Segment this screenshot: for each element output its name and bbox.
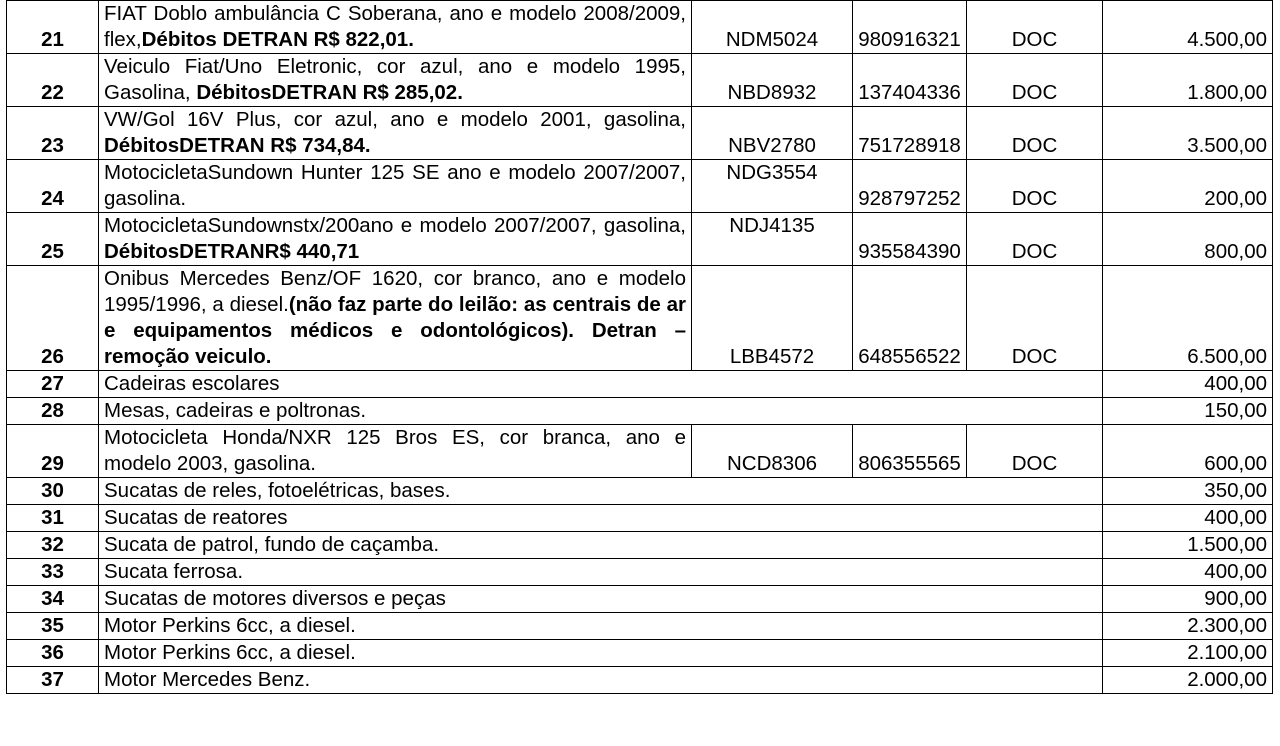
- lot-description-bold-note: DébitosDETRAN R$ 285,02.: [196, 81, 463, 104]
- lot-description-text: Sucatas de reles, fotoelétricas, bases.: [104, 479, 451, 502]
- lot-description: [99, 107, 692, 160]
- document-status: DOC: [967, 54, 1103, 107]
- lot-description: [99, 1, 692, 54]
- lot-description: [99, 586, 1103, 613]
- lot-description-text: VW/Gol 16V Plus, cor azul, ano e modelo 2001, gasolina,: [104, 108, 686, 131]
- table-row: [7, 613, 1273, 640]
- document-status: DOC: [967, 107, 1103, 160]
- lot-number: 30: [7, 478, 99, 505]
- lot-description: [99, 505, 1103, 532]
- table-row: [7, 398, 1273, 425]
- lot-description-text: MotocicletaSundown Hunter 125 SE ano e modelo 2007/2007, gasolina.: [104, 161, 686, 210]
- vehicle-plate: NBD8932: [692, 54, 853, 107]
- lot-description: [99, 478, 1103, 505]
- lot-description-text: FIAT Doblo ambulância C Soberana, ano e modelo 2008/2009, flex,: [104, 2, 686, 51]
- table-row: [7, 667, 1273, 694]
- lot-number: 36: [7, 640, 99, 667]
- table-row: [7, 54, 1273, 107]
- lot-description: [99, 640, 1103, 667]
- document-status: DOC: [967, 160, 1103, 213]
- lot-description-bold-note: DébitosDETRAN R$ 734,84.: [104, 134, 371, 157]
- lot-description-text: MotocicletaSundownstx/200ano e modelo 2007/2007, gasolina,: [104, 214, 686, 237]
- lot-number: 21: [7, 1, 99, 54]
- table-row: [7, 160, 1273, 213]
- table-row: [7, 107, 1273, 160]
- table-row: [7, 425, 1273, 478]
- document-status: DOC: [967, 425, 1103, 478]
- vehicle-plate: NDJ4135: [692, 213, 853, 266]
- vehicle-plate: NBV2780: [692, 107, 853, 160]
- lot-number: 32: [7, 532, 99, 559]
- lot-value: 6.500,00: [1103, 266, 1273, 371]
- vehicle-registry-number: 928797252: [853, 160, 967, 213]
- lot-value: 200,00: [1103, 160, 1273, 213]
- table-row: [7, 371, 1273, 398]
- vehicle-plate: NCD8306: [692, 425, 853, 478]
- table-row: [7, 640, 1273, 667]
- lot-number: 35: [7, 613, 99, 640]
- lot-value: 800,00: [1103, 213, 1273, 266]
- lot-number: 29: [7, 425, 99, 478]
- lot-description-text: Motor Perkins 6cc, a diesel.: [104, 614, 356, 637]
- lot-description-text: Sucata de patrol, fundo de caçamba.: [104, 533, 440, 556]
- lot-description: [99, 667, 1103, 694]
- lot-value: 2.000,00: [1103, 667, 1273, 694]
- lot-value: 400,00: [1103, 559, 1273, 586]
- lot-value: 2.100,00: [1103, 640, 1273, 667]
- table-row: [7, 1, 1273, 54]
- lot-description: [99, 213, 692, 266]
- document-status: DOC: [967, 213, 1103, 266]
- vehicle-plate: LBB4572: [692, 266, 853, 371]
- lot-description: [99, 160, 692, 213]
- vehicle-registry-number: 935584390: [853, 213, 967, 266]
- lot-description: [99, 266, 692, 371]
- vehicle-registry-number: 137404336: [853, 54, 967, 107]
- lot-description-text: Cadeiras escolares: [104, 372, 280, 395]
- lot-description-bold-note: (não faz parte do leilão: as centrais de ar e equipamentos médicos e odontológicos). Detran – remoção veiculo.: [104, 293, 686, 368]
- lot-description-text: Motocicleta Honda/NXR 125 Bros ES, cor branca, ano e modelo 2003, gasolina.: [104, 426, 686, 475]
- lot-description-bold-note: Débitos DETRAN R$ 822,01.: [141, 28, 414, 51]
- lot-description-text: Sucatas de reatores: [104, 506, 288, 529]
- lot-number: 37: [7, 667, 99, 694]
- lot-value: 400,00: [1103, 371, 1273, 398]
- lot-description: [99, 425, 692, 478]
- lot-value: 3.500,00: [1103, 107, 1273, 160]
- lot-value: 2.300,00: [1103, 613, 1273, 640]
- table-row: [7, 586, 1273, 613]
- lot-value: 150,00: [1103, 398, 1273, 425]
- lot-description: [99, 54, 692, 107]
- lot-value: 1.800,00: [1103, 54, 1273, 107]
- vehicle-registry-number: 806355565: [853, 425, 967, 478]
- vehicle-plate: NDM5024: [692, 1, 853, 54]
- vehicle-registry-number: 751728918: [853, 107, 967, 160]
- lot-number: 23: [7, 107, 99, 160]
- table-row: [7, 213, 1273, 266]
- document-status: DOC: [967, 266, 1103, 371]
- lot-description-text: Sucatas de motores diversos e peças: [104, 587, 446, 610]
- table-row: [7, 266, 1273, 371]
- lot-description-text: Sucata ferrosa.: [104, 560, 244, 583]
- lot-value: 600,00: [1103, 425, 1273, 478]
- lot-number: 33: [7, 559, 99, 586]
- lot-value: 900,00: [1103, 586, 1273, 613]
- lot-description: [99, 371, 1103, 398]
- table-row: [7, 532, 1273, 559]
- lot-description-text: Mesas, cadeiras e poltronas.: [104, 399, 367, 422]
- lot-number: 31: [7, 505, 99, 532]
- auction-lot-table: [6, 0, 1273, 694]
- lot-number: 22: [7, 54, 99, 107]
- lot-number: 25: [7, 213, 99, 266]
- table-row: [7, 505, 1273, 532]
- table-body: [7, 1, 1273, 694]
- vehicle-registry-number: 648556522: [853, 266, 967, 371]
- lot-value: 4.500,00: [1103, 1, 1273, 54]
- lot-number: 28: [7, 398, 99, 425]
- lot-description: [99, 559, 1103, 586]
- vehicle-plate: NDG3554: [692, 160, 853, 213]
- lot-description: [99, 398, 1103, 425]
- lot-number: 27: [7, 371, 99, 398]
- lot-description: [99, 613, 1103, 640]
- document-status: DOC: [967, 1, 1103, 54]
- table-row: [7, 559, 1273, 586]
- lot-value: 1.500,00: [1103, 532, 1273, 559]
- lot-description-text: Veiculo Fiat/Uno Eletronic, cor azul, ano e modelo 1995, Gasolina,: [104, 55, 686, 104]
- auction-lot-table-wrapper: [6, 0, 1273, 694]
- lot-value: 400,00: [1103, 505, 1273, 532]
- lot-description-text: Motor Perkins 6cc, a diesel.: [104, 641, 356, 664]
- lot-description: [99, 532, 1103, 559]
- lot-number: 34: [7, 586, 99, 613]
- lot-description-text: Onibus Mercedes Benz/OF 1620, cor branco, ano e modelo 1995/1996, a diesel.: [104, 267, 686, 316]
- lot-number: 24: [7, 160, 99, 213]
- lot-description-bold-note: DébitosDETRANR$ 440,71: [104, 240, 360, 263]
- lot-number: 26: [7, 266, 99, 371]
- table-row: [7, 478, 1273, 505]
- vehicle-registry-number: 980916321: [853, 1, 967, 54]
- lot-description-text: Motor Mercedes Benz.: [104, 668, 311, 691]
- lot-value: 350,00: [1103, 478, 1273, 505]
